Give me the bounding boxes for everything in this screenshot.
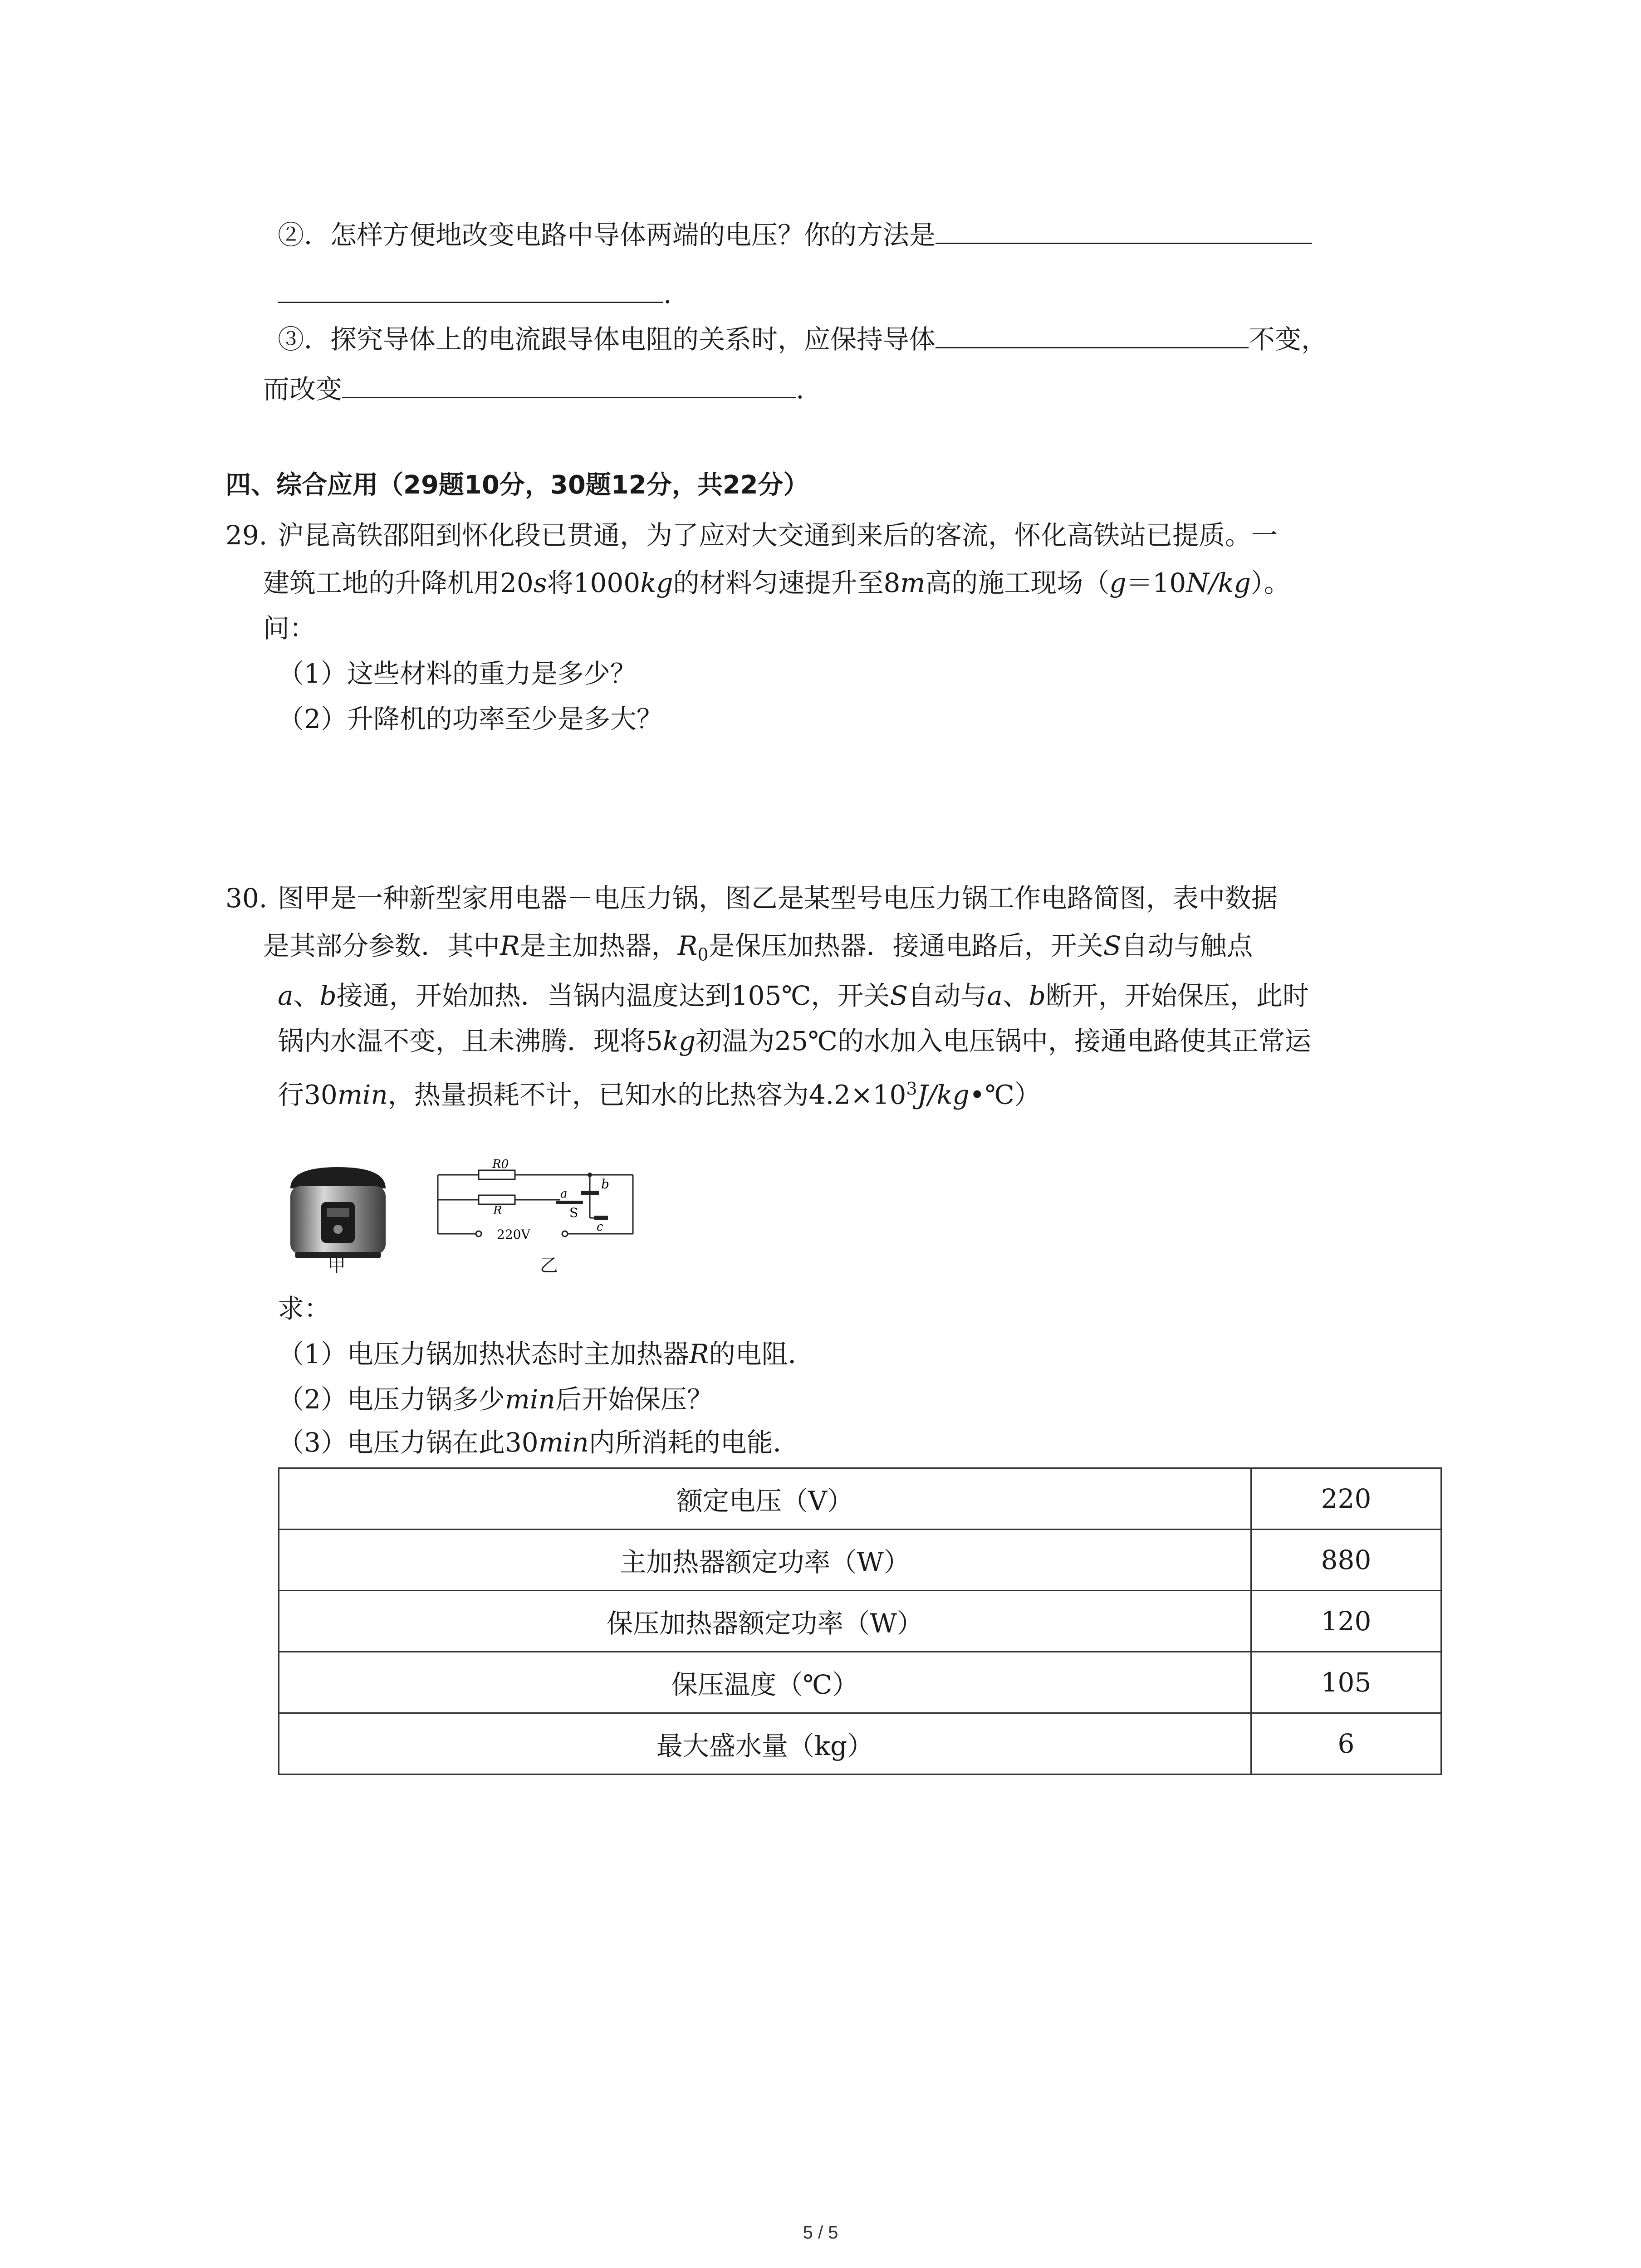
table-cell-value: 120 xyxy=(1251,1591,1441,1652)
circuit-label-a: a xyxy=(560,1187,568,1201)
circuit-label-c: c xyxy=(597,1220,603,1234)
period: . xyxy=(663,279,672,309)
q28-item3-line1 xyxy=(278,321,1327,357)
table-cell-value: 6 xyxy=(1251,1713,1441,1774)
answer-blank[interactable] xyxy=(342,373,796,398)
table-cell-value: 880 xyxy=(1251,1530,1441,1591)
table-cell-label: 最大盛水量（kg） xyxy=(279,1713,1251,1774)
figure-label-yi: 乙 xyxy=(540,1255,558,1276)
q29-number: 29. xyxy=(225,520,268,551)
q30-sub1: （1）电压力锅加热状态时主加热器R的电阻． xyxy=(278,1339,814,1369)
section-heading: 四、综合应用（29题10分，30题12分，共22分） xyxy=(225,470,809,500)
q29-sub1: （1）这些材料的重力是多少？ xyxy=(278,658,637,689)
circuit-label-r: R xyxy=(493,1204,502,1217)
answer-blank[interactable] xyxy=(936,219,1312,244)
q30-ask: 求： xyxy=(278,1293,331,1324)
q30-sub2: （2）电压力锅多少min后开始保压？ xyxy=(278,1384,713,1415)
q30-line4: 锅内水温不变，且未沸腾．现将5kg初温为25℃的水加入电压锅中，接通电路使其正常运 xyxy=(278,1026,1311,1056)
q29-line1: 沪昆高铁邵阳到怀化段已贯通，为了应对大交通到来后的客流，怀化高铁站已提质。一 xyxy=(278,520,1278,551)
pressure-cooker-image xyxy=(281,1163,395,1261)
table-row xyxy=(279,1530,1441,1591)
q30-line5: 行30min，热量损耗不计，已知水的比热容为$4.2\times 10^3J/kg•℃$） xyxy=(278,1079,1041,1110)
table-row xyxy=(279,1713,1441,1774)
period: . xyxy=(796,374,804,405)
answer-blank[interactable] xyxy=(936,323,1249,348)
circuit-diagram xyxy=(433,1159,651,1250)
table-cell-value: 105 xyxy=(1251,1652,1441,1713)
table-cell-label: 保压加热器额定功率（W） xyxy=(279,1591,1251,1652)
table-row xyxy=(279,1652,1441,1713)
answer-blank[interactable] xyxy=(278,278,663,303)
q28-item2-line2 xyxy=(278,276,671,312)
figure-label-jia: 甲 xyxy=(328,1255,346,1276)
q28-item2-text: ②．怎样方便地改变电路中导体两端的电压？你的方法是 xyxy=(278,220,936,250)
table-row xyxy=(279,1468,1441,1530)
q28-item2-line1 xyxy=(278,217,1312,253)
q28-item3-text: ③．探究导体上的电流跟导体电阻的关系时，应保持导体 xyxy=(278,324,936,355)
q29-line2: 建筑工地的升降机用20s将1000kg的材料匀速提升至8m高的施工现场（g＝10N/kg）。 xyxy=(263,567,1290,598)
page-number: 5 / 5 xyxy=(803,2223,838,2243)
circuit-label-s: S xyxy=(569,1205,578,1220)
table-cell-label: 主加热器额定功率（W） xyxy=(279,1530,1251,1591)
q28-item3-line2 xyxy=(263,371,804,407)
q30-sub3: （3）电压力锅在此30min内所消耗的电能． xyxy=(278,1427,799,1458)
q30-number: 30. xyxy=(225,883,268,914)
circuit-label-r0: R0 xyxy=(492,1159,509,1171)
circuit-label-voltage: 220V xyxy=(497,1227,530,1242)
q29-line3: 问： xyxy=(263,613,316,644)
q28-item3-mid: 不变， xyxy=(1249,324,1328,355)
table-row xyxy=(279,1591,1441,1652)
q28-item3-line2-text: 而改变 xyxy=(263,374,343,405)
q30-line1: 图甲是一种新型家用电器－电压力锅，图乙是某型号电压力锅工作电路简图，表中数据 xyxy=(278,883,1278,914)
q29-sub2: （2）升降机的功率至少是多大？ xyxy=(278,704,663,734)
table-cell-value: 220 xyxy=(1251,1468,1441,1530)
parameter-table xyxy=(278,1467,1442,1775)
table-cell-label: 保压温度（℃） xyxy=(279,1652,1251,1713)
table-cell-label: 额定电压（V） xyxy=(279,1468,1251,1530)
circuit-label-b: b xyxy=(601,1177,609,1192)
q30-line3: a、b接通，开始加热．当锅内温度达到105℃，开关S自动与a、b断开，开始保压，此时 xyxy=(278,980,1309,1011)
q30-line2: 是其部分参数．其中R是主加热器，$R_0$是保压加热器．接通电路后，开关S自动与触点 xyxy=(263,930,1253,965)
